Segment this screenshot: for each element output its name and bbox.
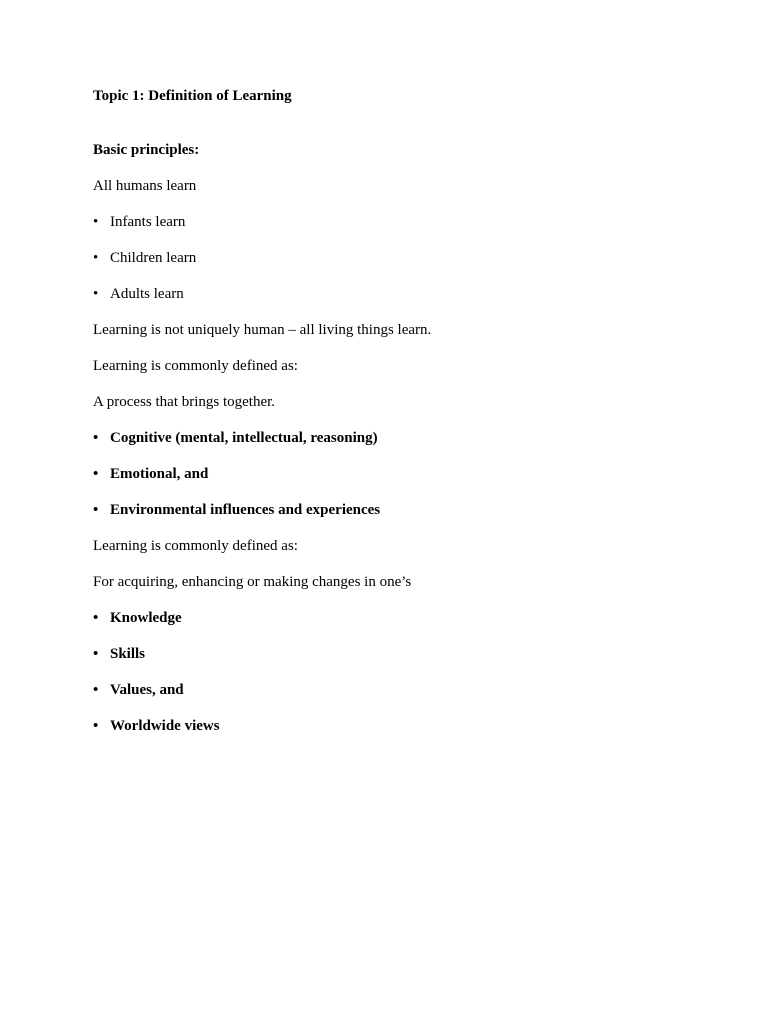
list-item-label: Worldwide views: [110, 718, 220, 734]
list-item: [93, 464, 693, 500]
intro-text: All humans learn: [93, 178, 197, 194]
page-title: Topic 1: Definition of Learning: [93, 88, 292, 104]
list-item: [93, 500, 693, 536]
bullet-icon: •: [93, 214, 99, 230]
bullet-icon: •: [93, 502, 99, 518]
list-item: [93, 284, 693, 320]
bullet-icon: •: [93, 718, 99, 734]
list-item: [93, 680, 693, 716]
bullet-icon: •: [93, 286, 99, 302]
list-item-label: Infants learn: [110, 214, 186, 230]
statement-text: Learning is not uniquely human – all living things learn.: [93, 322, 432, 338]
list-item: [93, 644, 693, 680]
document-page: [93, 86, 693, 752]
list-item-label: Skills: [110, 646, 146, 662]
list-item: [93, 428, 693, 464]
list-item-label: Emotional, and: [110, 466, 209, 482]
bullet-icon: •: [93, 610, 99, 626]
list-item: [93, 212, 693, 248]
list-item-label: Adults learn: [110, 286, 184, 302]
bullet-icon: •: [93, 430, 99, 446]
bullet-icon: •: [93, 250, 99, 266]
list-item-label: Children learn: [110, 250, 197, 266]
list-item: [93, 248, 693, 284]
bullet-icon: •: [93, 646, 99, 662]
list-item-label: Environmental influences and experiences: [110, 502, 381, 518]
definition-intro: Learning is commonly defined as:: [93, 358, 298, 374]
list-item-label: Knowledge: [110, 610, 182, 626]
list-item: [93, 608, 693, 644]
definition-intro: Learning is commonly defined as:: [93, 538, 298, 554]
list-item-label: Values, and: [110, 682, 184, 698]
bullet-icon: •: [93, 466, 99, 482]
acquiring-text: For acquiring, enhancing or making changes in one’s: [93, 574, 412, 590]
bullet-icon: •: [93, 682, 99, 698]
list-item: [93, 716, 693, 752]
list-item-label: Cognitive (mental, intellectual, reasoning): [110, 430, 378, 446]
section-heading: Basic principles:: [93, 142, 200, 158]
process-text: A process that brings together.: [93, 394, 276, 410]
